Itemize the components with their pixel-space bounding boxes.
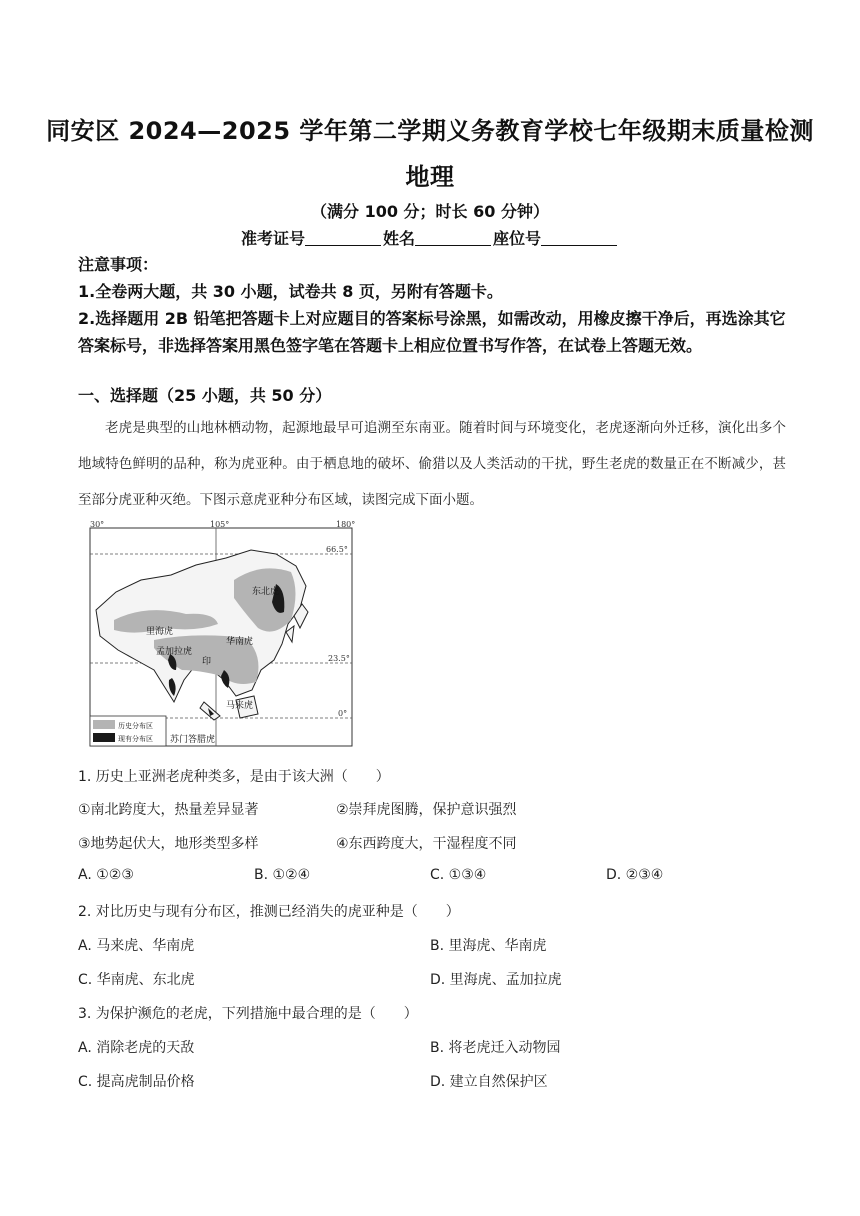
- region-label-south-china: 华南虎: [226, 637, 254, 647]
- name-blank[interactable]: [415, 229, 491, 246]
- lon-label: 180°: [336, 520, 356, 529]
- q3-option-d[interactable]: D. 建立自然保护区: [430, 1074, 548, 1090]
- region-label-bengal: 孟加拉虎: [156, 647, 193, 657]
- q2-option-c[interactable]: C. 华南虎、东北虎: [78, 972, 195, 988]
- notes-heading: 注意事项：: [78, 255, 159, 274]
- question-2-stem: 2. 对比历史与现有分布区，推测已经消失的虎亚种是（ ）: [78, 904, 460, 920]
- score-time: （满分 100 分；时长 60 分钟）: [311, 202, 549, 221]
- legend-swatch-historic: [93, 720, 115, 729]
- lon-label: 105°: [210, 520, 230, 529]
- q1-statement: ①南北跨度大，热量差异显著: [78, 802, 259, 818]
- seat-number-blank[interactable]: [541, 229, 617, 246]
- section-heading: 一、选择题（25 小题，共 50 分）: [78, 386, 332, 405]
- tiger-distribution-map: [86, 520, 366, 750]
- reading-passage: 老虎是典型的山地林栖动物，起源地最早可追溯至东南亚。随着时间与环境变化，老虎逐渐向外迁移，演化出多个地域特色鲜明的品种，称为虎亚种。由于栖息地的破坏、偷猎以及人类活动的干扰，野生老虎的数量正在不断减少，甚至部分虎亚种灭绝。下图示意虎亚种分布区域，读图完成下面小题。: [78, 420, 786, 508]
- legend-swatch-current: [93, 733, 115, 742]
- q1-statement: ②崇拜虎图腾，保护意识强烈: [336, 802, 517, 818]
- lat-label: 0°: [338, 709, 348, 718]
- q1-option-a[interactable]: A. ①②③: [78, 867, 134, 883]
- q1-option-b[interactable]: B. ①②④: [254, 867, 311, 883]
- q3-option-b[interactable]: B. 将老虎迁入动物园: [430, 1040, 561, 1056]
- q2-option-a[interactable]: A. 马来虎、华南虎: [78, 938, 195, 954]
- q2-option-d[interactable]: D. 里海虎、孟加拉虎: [430, 972, 562, 988]
- question-1-stem: 1. 历史上亚洲老虎种类多，是由于该大洲（ ）: [78, 769, 390, 785]
- field-seat-label: 座位号: [493, 229, 542, 248]
- q2-option-b[interactable]: B. 里海虎、华南虎: [430, 938, 547, 954]
- field-exam-number-label: 准考证号: [240, 229, 305, 248]
- subject-title: 地理: [405, 163, 455, 191]
- exam-title: 同安区 2024—2025 学年第二学期义务教育学校七年级期末质量检测: [46, 117, 814, 145]
- question-3-stem: 3. 为保护濒危的老虎，下列措施中最合理的是（ ）: [78, 1006, 418, 1022]
- region-label-malayan: 马来虎: [226, 701, 254, 711]
- legend-label-historic: 历史分布区: [118, 722, 153, 730]
- region-label-sumatran: 苏门答腊虎: [170, 735, 216, 745]
- note-item: 1.全卷两大题，共 30 小题，试卷共 8 页，另附有答题卡。: [78, 282, 503, 301]
- region-label-amur: 东北虎: [252, 587, 280, 597]
- lat-label: 66.5°: [326, 545, 348, 554]
- note-item: 2.选择题用 2B 铅笔把答题卡上对应题目的答案标号涂黑，如需改动，用橡皮擦干净后，再选涂其它答案标号，非选择答案用黑色签字笔在答题卡上相应位置书写作答，在试卷上答题无效。: [78, 309, 786, 355]
- region-label-caspian: 里海虎: [146, 627, 174, 637]
- q1-statement: ③地势起伏大，地形类型多样: [78, 836, 259, 852]
- region-label-indochina: 印: [202, 657, 212, 667]
- lon-label: 30°: [90, 520, 105, 529]
- field-name-label: 姓名: [382, 229, 415, 248]
- q1-statement: ④东西跨度大，干湿程度不同: [336, 836, 517, 852]
- q1-option-c[interactable]: C. ①③④: [430, 867, 487, 883]
- lat-label: 23.5°: [328, 654, 350, 663]
- q3-option-a[interactable]: A. 消除老虎的天敌: [78, 1040, 195, 1056]
- exam-number-blank[interactable]: [305, 229, 381, 246]
- legend-label-current: 现有分布区: [118, 735, 153, 743]
- candidate-fields: [0, 226, 860, 249]
- q3-option-c[interactable]: C. 提高虎制品价格: [78, 1074, 195, 1090]
- q1-option-d[interactable]: D. ②③④: [606, 867, 664, 883]
- notes: [78, 251, 786, 359]
